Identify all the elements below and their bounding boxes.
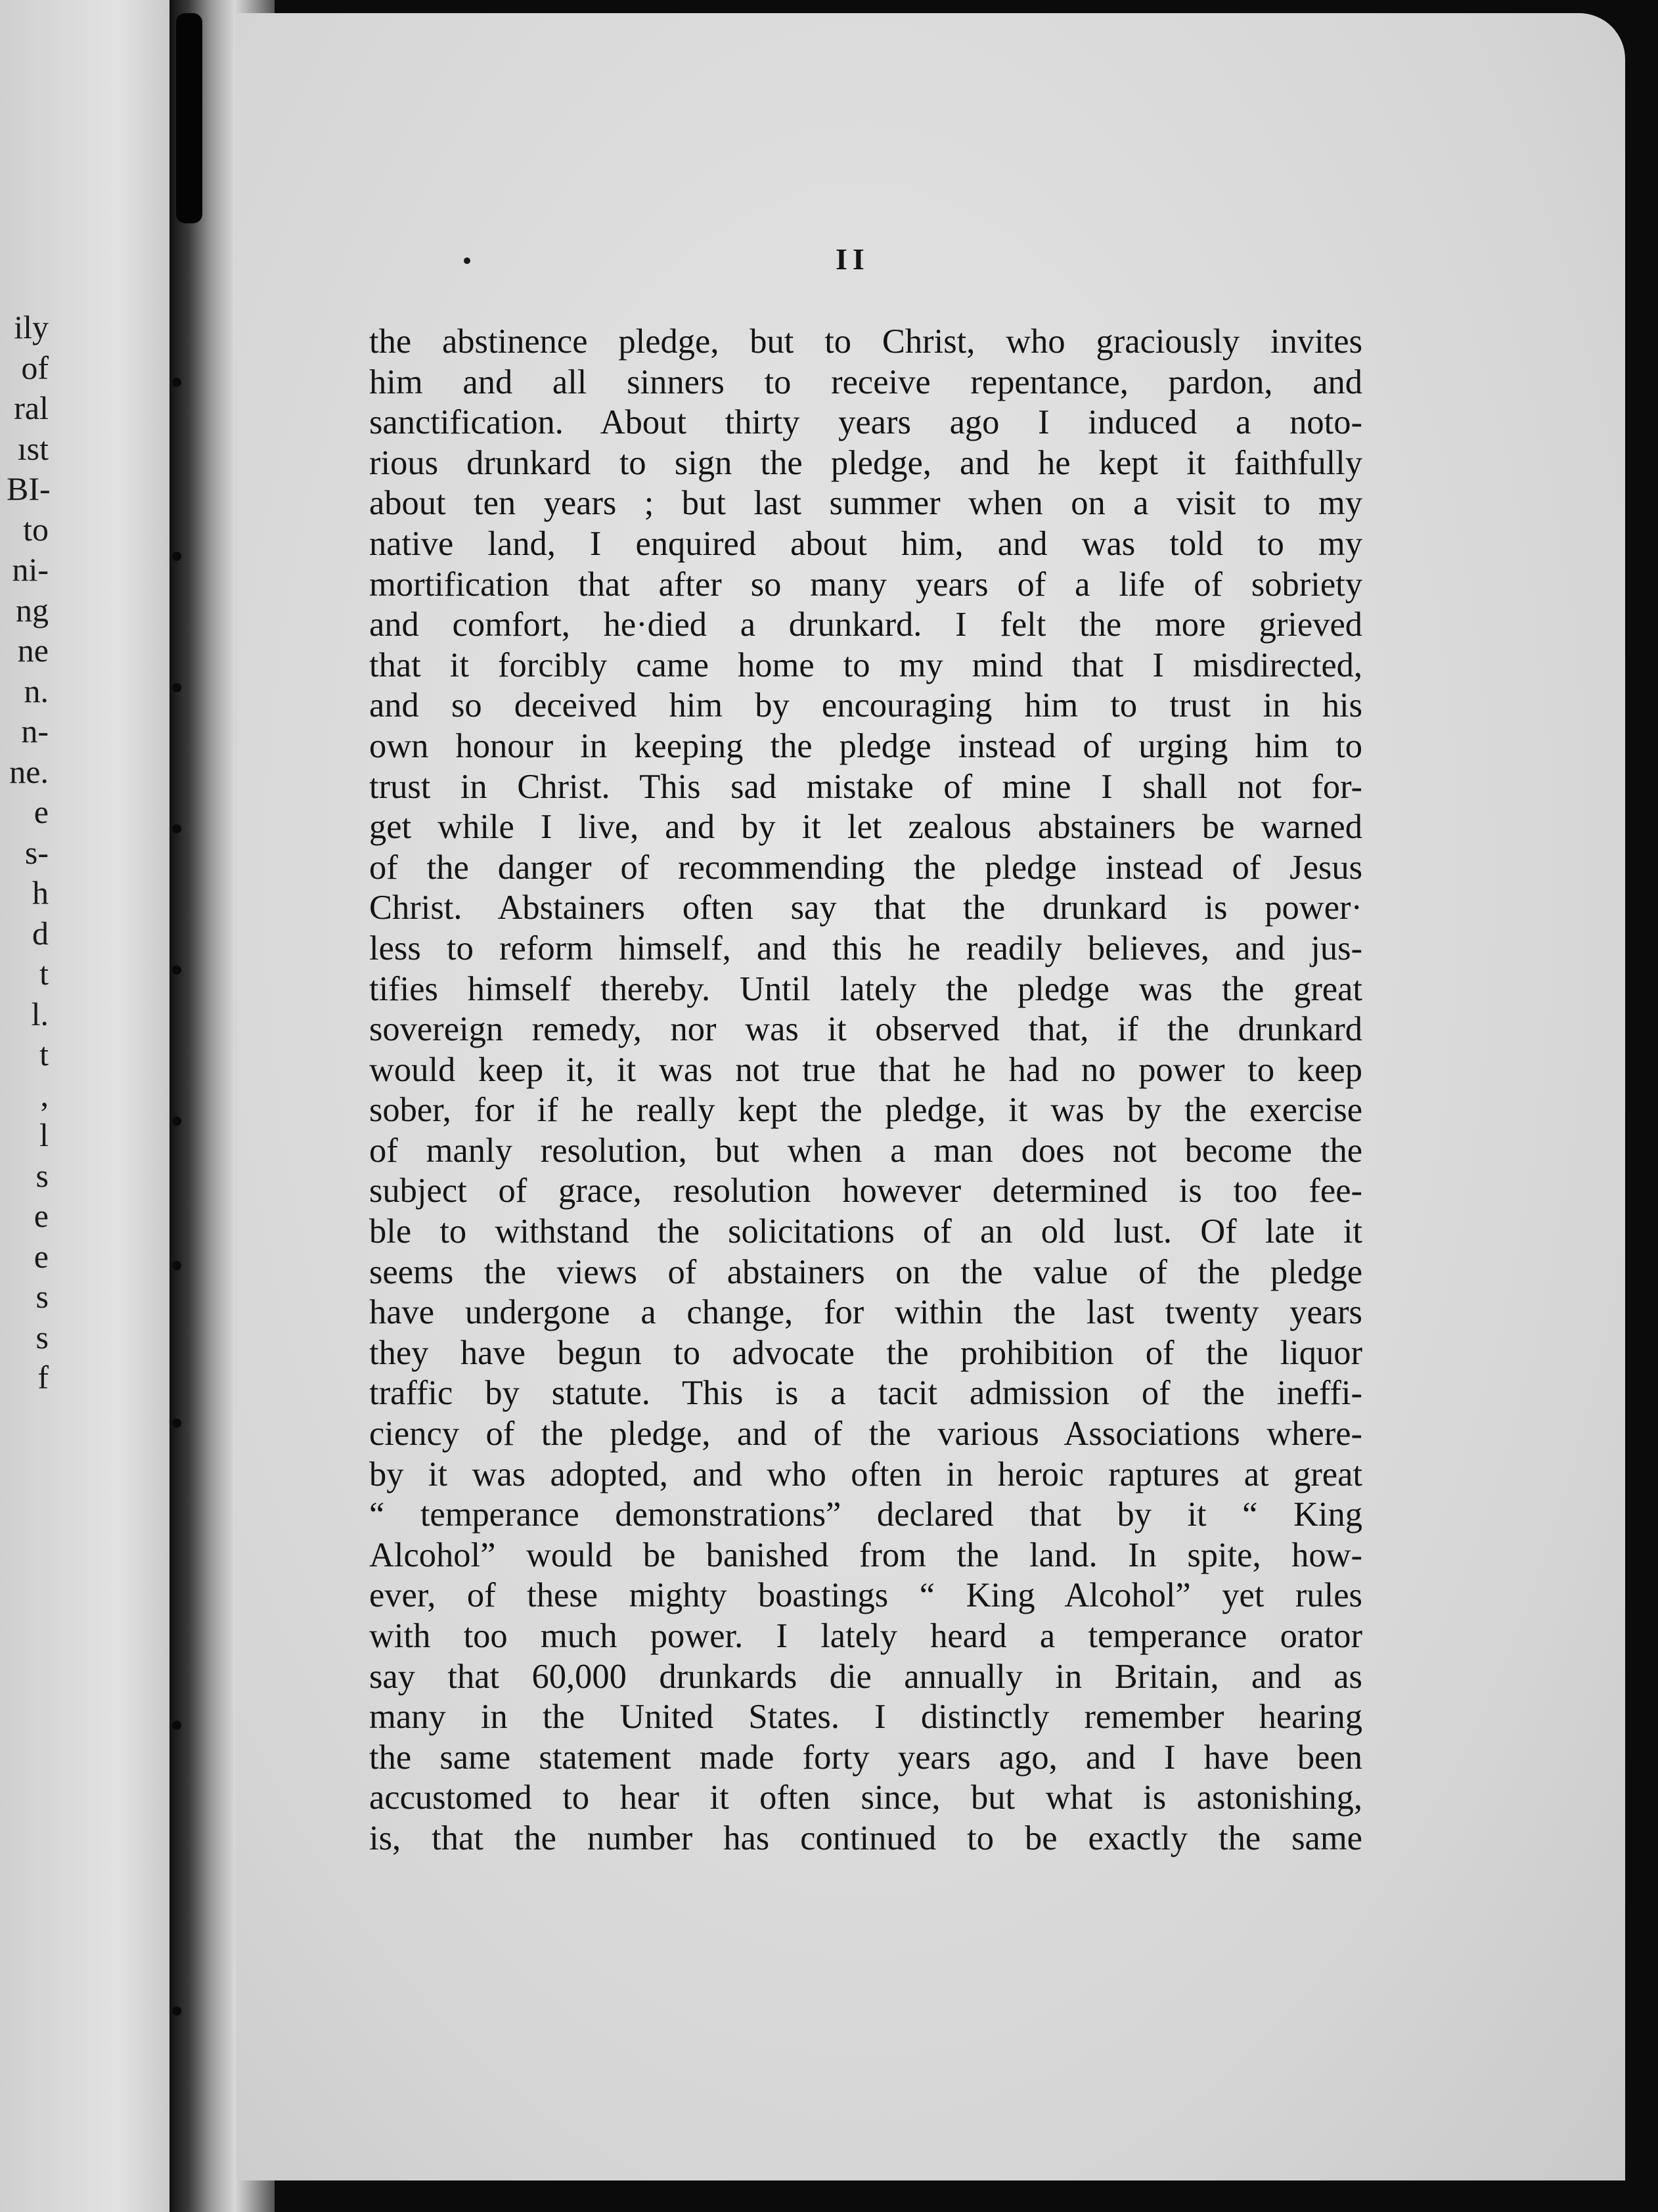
left-page-fragment: s (35, 1318, 49, 1356)
text-line: that it forcibly came home to my mind that I misdirected, (369, 646, 1362, 684)
left-page-fragment: n- (21, 713, 49, 749)
left-page-fragment: l (39, 1117, 49, 1153)
binding-stitch-hole (172, 378, 181, 387)
left-page-fragment: of (21, 349, 49, 386)
text-line: would keep it, it was not true that he had no power to keep (369, 1050, 1362, 1089)
text-line: traffic by statute. This is a tacit admission of the ineffi- (369, 1374, 1362, 1413)
text-line: Christ. Abstainers often say that the drunkard is power· (369, 889, 1362, 927)
text-line: the abstinence pledge, but to Christ, who graciously invites (369, 322, 1362, 361)
text-line: of manly resolution, but when a man does not become the (369, 1131, 1362, 1170)
text-line: sanctification. About thirty years ago I induced a noto- (369, 403, 1362, 442)
text-line: and comfort, he·died a drunkard. I felt the more grieved (369, 606, 1362, 644)
left-facing-page (0, 0, 197, 2212)
left-page-fragment: s (35, 1278, 49, 1315)
binding-stitch-hole (172, 1117, 181, 1126)
left-page-fragment: f (37, 1359, 49, 1396)
left-page-fragment: ily (14, 309, 49, 345)
left-page-fragment: e (34, 1197, 49, 1234)
binding-stitch-hole (172, 1721, 181, 1730)
text-line: ciency of the pledge, and of the various Associations where- (369, 1415, 1362, 1453)
left-page-fragment: BI- (7, 470, 51, 507)
left-page-fragment: , (40, 1076, 49, 1113)
text-line: seems the views of abstainers on the value of the pledge (369, 1252, 1362, 1291)
text-line: trust in Christ. This sad mistake of mine I shall not for- (369, 767, 1362, 806)
left-page-fragment: n. (24, 672, 49, 709)
left-page-fragment: e (34, 793, 49, 830)
left-page-fragment: l. (31, 995, 49, 1032)
text-line: subject of grace, resolution however determined is too fee- (369, 1172, 1362, 1210)
left-page-fragment: t (39, 955, 49, 992)
text-line: they have begun to advocate the prohibition of the liquor (369, 1333, 1362, 1372)
text-line: the same statement made forty years ago, and I have been (369, 1738, 1362, 1777)
left-page-fragment: ral (14, 389, 49, 426)
text-line: tifies himself thereby. Until lately the pledge was the great (369, 969, 1362, 1008)
text-line: say that 60,000 drunkards die annually in Britain, and as (369, 1657, 1362, 1696)
text-line: of the danger of recommending the pledge instead of Jesus (369, 848, 1362, 887)
left-page-fragment: e (34, 1237, 49, 1275)
binding-stitch-hole (172, 824, 181, 833)
text-line: sovereign remedy, nor was it observed that, if the drunkard (369, 1010, 1362, 1049)
binding-stitch-hole (172, 1261, 181, 1270)
left-page-fragment: s- (24, 833, 49, 871)
text-line: him and all sinners to receive repentance, pardon, and (369, 363, 1362, 401)
binding-stitch-hole (172, 683, 181, 692)
left-page-text-fragments (7, 307, 49, 1398)
text-line: by it was adopted, and who often in heroic raptures at great (369, 1455, 1362, 1493)
left-page-fragment: t (39, 1036, 49, 1073)
page-number: II (836, 242, 870, 276)
text-line: accustomed to hear it often since, but what is astonishing, (369, 1779, 1362, 1817)
binding-stitch-hole (172, 1419, 181, 1428)
left-page-fragment: to (23, 510, 49, 548)
binding-spine (176, 13, 202, 223)
stray-ink-dot (464, 257, 470, 264)
binding-stitch-hole (172, 965, 181, 975)
left-page-fragment: ne. (9, 753, 49, 790)
text-line: ever, of these mighty boastings “ King Alcohol” yet rules (369, 1576, 1362, 1615)
left-page-fragment: ne (17, 632, 49, 669)
body-text (369, 322, 1362, 1859)
left-page-fragment: h (32, 874, 49, 911)
binding-stitch-hole (172, 2006, 181, 2016)
text-line: own honour in keeping the pledge instead of urging him to (369, 726, 1362, 765)
text-line: get while I live, and by it let zealous abstainers be warned (369, 808, 1362, 847)
text-line: have undergone a change, for within the last twenty years (369, 1293, 1362, 1332)
left-page-fragment: ng (16, 591, 49, 629)
text-line: many in the United States. I distinctly remember hearing (369, 1698, 1362, 1736)
text-line: with too much power. I lately heard a temperance orator (369, 1617, 1362, 1655)
text-line: mortification that after so many years of a life of sobriety (369, 565, 1362, 604)
left-page-fragment: s (35, 1157, 49, 1194)
text-line: rious drunkard to sign the pledge, and he kept it faithfully (369, 443, 1362, 482)
left-page-fragment: d (32, 914, 49, 952)
text-line: sober, for if he really kept the pledge, it was by the exercise (369, 1091, 1362, 1130)
text-line: ble to withstand the solicitations of an old lust. Of late it (369, 1212, 1362, 1251)
text-line: “ temperance demonstrations” declared that by it “ King (369, 1495, 1362, 1534)
text-line: about ten years ; but last summer when on a visit to my (369, 484, 1362, 523)
left-page-fragment: ıst (17, 430, 49, 467)
text-line: and so deceived him by encouraging him to trust in his (369, 686, 1362, 725)
text-line: Alcohol” would be banished from the land. In spite, how- (369, 1536, 1362, 1574)
left-page-fragment: ni- (12, 551, 49, 588)
text-line: native land, I enquired about him, and was told to my (369, 524, 1362, 563)
text-line: is, that the number has continued to be exactly the same (369, 1819, 1362, 1857)
text-line: less to reform himself, and this he readily believes, and jus- (369, 929, 1362, 967)
binding-stitch-hole (172, 552, 181, 561)
